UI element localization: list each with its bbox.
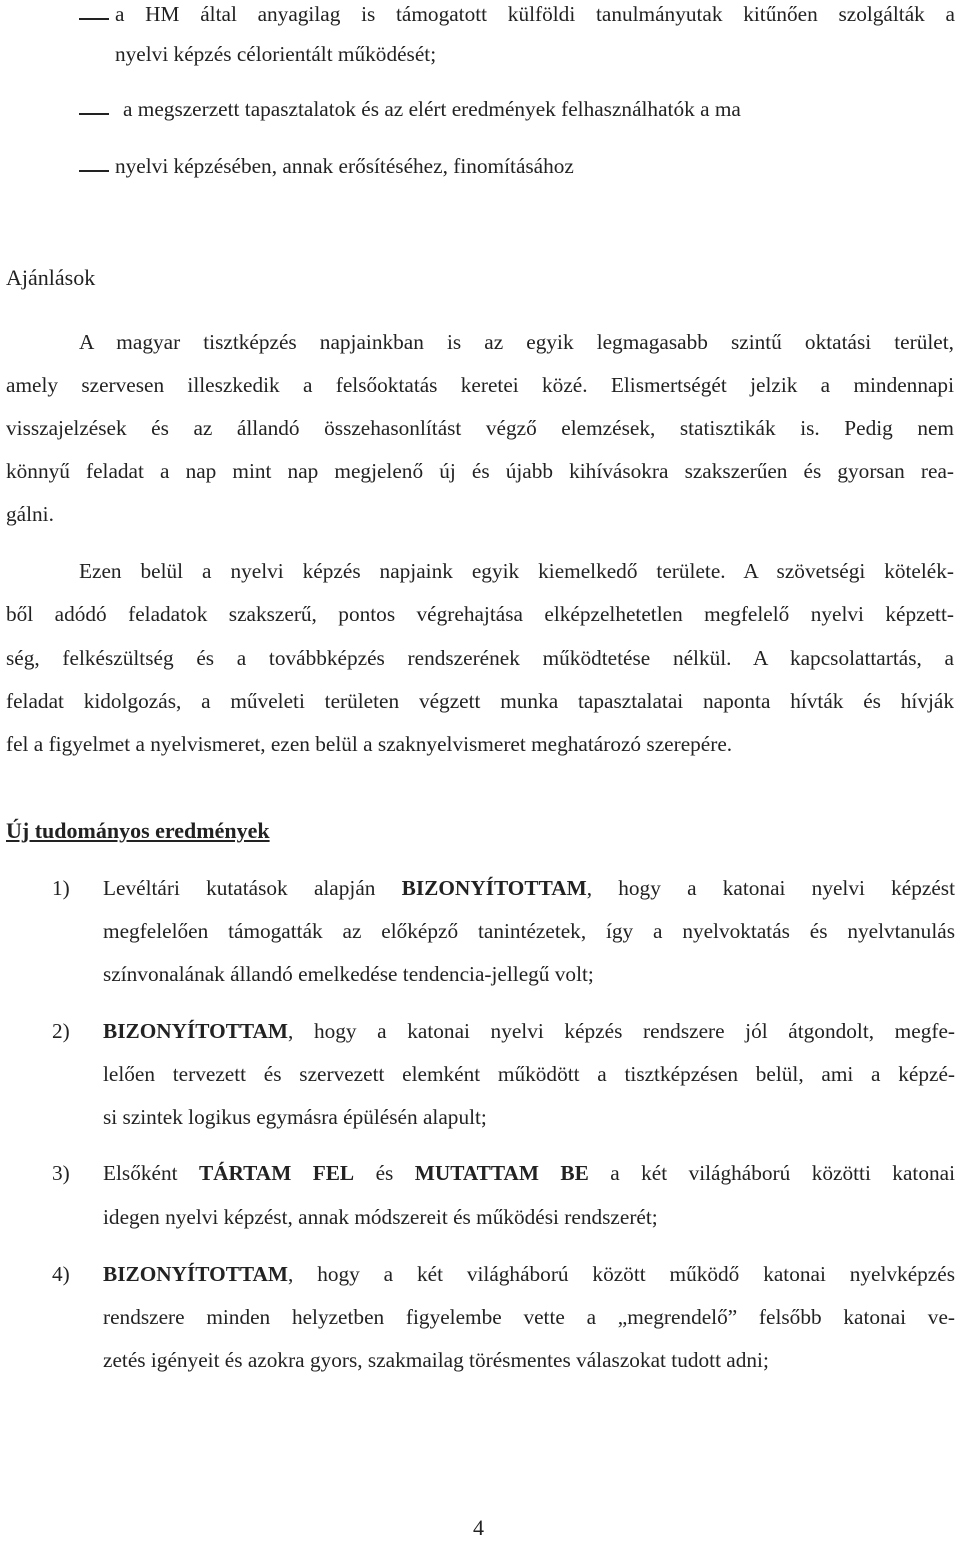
emphasis: TÁRTAM FEL bbox=[198, 1161, 355, 1185]
section-heading-ajanlasok: Ajánlások bbox=[6, 265, 96, 290]
list-number: 3) bbox=[52, 1161, 70, 1185]
paragraph-line: fel a figyelmet a nyelvismeret, ezen belül a szaknyelvismeret meghatározó szerepére. bbox=[6, 732, 733, 756]
list-item-line: színvonalának állandó emelkedése tendencia-jellegű volt; bbox=[103, 962, 594, 986]
emphasis: BIZONYÍTOTTAM bbox=[103, 1262, 289, 1286]
emphasis: MUTATTAM BE bbox=[414, 1161, 589, 1185]
bullet-text: nyelvi képzés célorientált működését; bbox=[115, 42, 437, 66]
list-text: , hogy a két világháború között működő katonai nyelvképzés bbox=[288, 1262, 955, 1286]
list-item-line: megfelelően támogatták az előképző tanintézetek, így a nyelvoktatás és nyelvtanulás bbox=[103, 919, 955, 943]
bullet-dash bbox=[79, 113, 109, 115]
paragraph-line: gálni. bbox=[6, 502, 54, 526]
bullet-text: a megszerzett tapasztalatok és az elért eredmények felhasználhatók a ma bbox=[123, 97, 741, 121]
section-heading-results: Új tudományos eredmények bbox=[6, 818, 270, 843]
paragraph-line: visszajelzések és az állandó összehasonlítást végző elemzések, statisztikák is. Pedig nem bbox=[6, 416, 954, 440]
list-item-line bbox=[103, 876, 955, 901]
list-item-line: zetés igényeit és azokra gyors, szakmailag törésmentes válaszokat tudott adni; bbox=[103, 1348, 769, 1372]
list-item-line: lelően tervezett és szervezett elemként működött a tisztképzésen belül, ami a képzé- bbox=[103, 1062, 955, 1086]
list-text: a két világháború közötti katonai bbox=[588, 1161, 955, 1185]
list-item-line bbox=[103, 1262, 955, 1287]
bullet-dash bbox=[79, 18, 109, 20]
list-item-line: si szintek logikus egymásra épülésén alapult; bbox=[103, 1105, 487, 1129]
list-item-line bbox=[103, 1019, 955, 1044]
list-text: , hogy a katonai nyelvi képzést bbox=[586, 876, 955, 900]
list-item-line: rendszere minden helyzetben figyelembe vette a „megrendelő” felsőbb katonai ve- bbox=[103, 1305, 955, 1329]
list-text: és bbox=[354, 1161, 415, 1185]
paragraph-line: Ezen belül a nyelvi képzés napjaink egyik kiemelkedő területe. A szövetségi kötelék- bbox=[79, 559, 954, 583]
paragraph-line: amely szervesen illeszkedik a felsőoktatás keretei közé. Elismertségét jelzik a mindennapi bbox=[6, 373, 954, 397]
paragraph-line: A magyar tisztképzés napjainkban is az egyik legmagasabb szintű oktatási terület, bbox=[79, 330, 954, 354]
list-text: Elsőként bbox=[103, 1161, 199, 1185]
paragraph-line: könnyű feladat a nap mint nap megjelenő új és újabb kihívásokra szakszerűen és gyorsan rea- bbox=[6, 459, 954, 483]
list-text: Levéltári kutatások alapján bbox=[103, 876, 402, 900]
bullet-dash bbox=[79, 170, 109, 172]
list-number: 2) bbox=[52, 1019, 70, 1043]
list-item-line bbox=[103, 1161, 955, 1186]
page-number: 4 bbox=[473, 1515, 484, 1540]
bullet-text: nyelvi képzésében, annak erősítéséhez, finomításához bbox=[115, 154, 574, 178]
paragraph-line: ség, felkészültség és a továbbképzés rendszerének működtetése nélkül. A kapcsolattartás, a bbox=[6, 646, 954, 670]
list-item-line: idegen nyelvi képzést, annak módszereit és működési rendszerét; bbox=[103, 1205, 658, 1229]
list-text: , hogy a katonai nyelvi képzés rendszere jól átgondolt, megfe- bbox=[288, 1019, 955, 1043]
emphasis: BIZONYÍTOTTAM bbox=[401, 876, 587, 900]
paragraph-line: ből adódó feladatok szakszerű, pontos végrehajtása elképzelhetetlen megfelelő nyelvi képzett- bbox=[6, 602, 954, 626]
list-number: 4) bbox=[52, 1262, 70, 1286]
paragraph-line: feladat kidolgozás, a műveleti területen végzett munka tapasztalatai naponta hívták és hívják bbox=[6, 689, 954, 713]
emphasis: BIZONYÍTOTTAM bbox=[103, 1019, 289, 1043]
list-number: 1) bbox=[52, 876, 70, 900]
bullet-text: a HM által anyagilag is támogatott külföldi tanulmányutak kitűnően szolgálták a bbox=[115, 2, 955, 26]
